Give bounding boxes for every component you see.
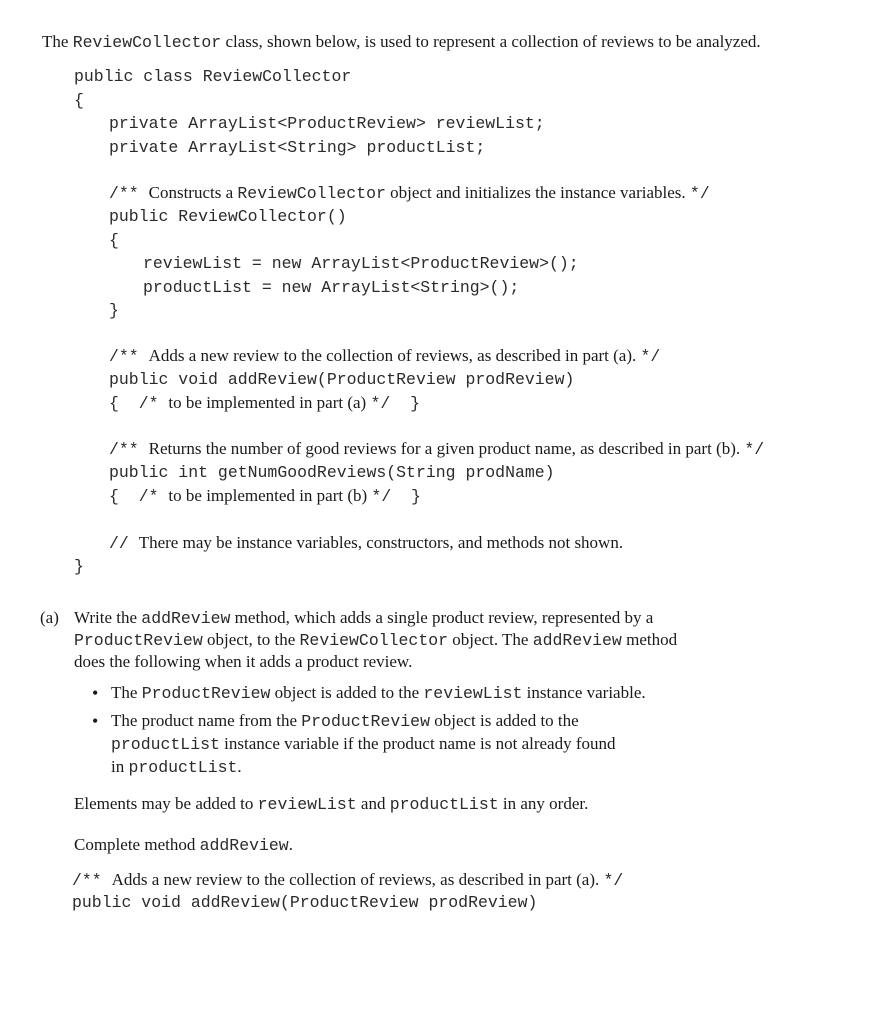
bullet-1-text [111,682,646,705]
intro-class-name: ReviewCollector [72,33,222,52]
complete-method-instruction [74,834,293,857]
code: addReview [199,836,289,855]
comment-code: ReviewCollector [237,184,386,203]
comment-text: Returns the number of good reviews for a given product name, as described in part (b). [148,439,745,458]
constructor-line-review-list: reviewList = new ArrayList<ProductReview>(); [143,254,579,273]
comment-text: There may be instance variables, constructors, and methods not shown. [138,533,624,552]
constructor-close-brace: } [109,301,119,320]
text: in any order. [498,794,589,813]
comment-close: */ [689,184,710,203]
text: The [111,683,142,702]
add-review-body [109,392,420,415]
comment-close: */ [640,347,661,366]
comment-open: /** [109,184,149,203]
comment-open: /** [72,871,112,890]
code: ProductReview [301,712,430,731]
add-review-comment [109,345,660,368]
comment-open: /** [109,440,149,459]
comment-close: */ [603,871,624,890]
elements-order-note [74,793,588,816]
part-a-label: (a) [40,608,59,627]
intro-text-prefix: The [42,32,73,51]
text: Elements may be added to [74,794,258,813]
part-a-line-3: does the following when it adds a product review. [74,652,413,671]
code: ProductReview [141,684,271,703]
body-text: to be implemented in part (b) [168,486,372,505]
comment-text: Adds a new review to the collection of reviews, as described in part (a). [111,870,604,889]
text: instance variable. [522,683,646,702]
part-a-line-2 [74,629,677,652]
num-good-reviews-signature: public int getNumGoodReviews(String prodName) [109,463,555,482]
code: productList [111,735,220,754]
add-review-signature: public void addReview(ProductReview prodReview) [109,370,575,389]
body-open: { /* [109,394,169,413]
constructor-signature: public ReviewCollector() [109,207,347,226]
class-open-brace: { [74,91,84,110]
text: method, which adds a single product review, represented by a [230,608,654,627]
comment-text: Adds a new review to the collection of reviews, as described in part (a). [148,346,641,365]
field-product-list: private ArrayList<String> productList; [109,138,486,157]
num-good-reviews-body [109,485,421,508]
more-members-comment [109,532,623,555]
intro-text-suffix: class, shown below, is used to represent a collection of reviews to be analyzed. [221,32,761,51]
text: object is added to the [270,683,424,702]
text: object is added to the [429,711,579,730]
code: addReview [141,609,231,628]
field-review-list: private ArrayList<ProductReview> reviewList; [109,114,545,133]
num-good-reviews-comment [109,438,764,461]
body-text: to be implemented in part (a) [168,393,371,412]
comment-open: /** [109,347,149,366]
code: productList [389,795,499,814]
text: . [237,757,242,776]
text: and [356,794,390,813]
class-declaration: public class ReviewCollector [74,67,352,86]
text: instance variable if the product name is not already found [219,734,616,753]
body-close: */ } [371,487,421,506]
bullet-2-line-3 [111,756,242,779]
bullet-2-line-2 [111,733,616,756]
constructor-open-brace: { [109,231,119,250]
part-a-line-1 [74,607,653,630]
body-close: */ } [370,394,420,413]
text: in [111,757,129,776]
text: Write the [74,608,142,627]
final-add-review-signature: public void addReview(ProductReview prodReview) [72,893,538,912]
bullet-icon: • [92,711,99,731]
text: method [621,630,678,649]
text: object, to the [202,630,300,649]
code: ProductReview [74,631,203,650]
comment-open: // [109,534,139,553]
code: addReview [532,631,622,650]
class-close-brace: } [74,557,84,576]
body-open: { /* [109,487,169,506]
constructor-comment [109,182,710,205]
text: . [288,835,293,854]
text: Complete method [74,835,200,854]
bullet-icon: • [92,683,99,703]
code: reviewList [257,795,357,814]
code: reviewList [423,684,523,703]
intro-sentence [42,31,761,54]
final-add-review-comment [72,869,623,892]
bullet-2-line-1 [111,710,579,733]
comment-text: object and initializes the instance variables. [385,183,690,202]
comment-text: Constructs a [148,183,238,202]
comment-close: */ [744,440,765,459]
code: productList [128,758,238,777]
code: ReviewCollector [299,631,449,650]
text: object. The [448,630,533,649]
constructor-line-product-list: productList = new ArrayList<String>(); [143,278,520,297]
text: The product name from the [111,711,302,730]
